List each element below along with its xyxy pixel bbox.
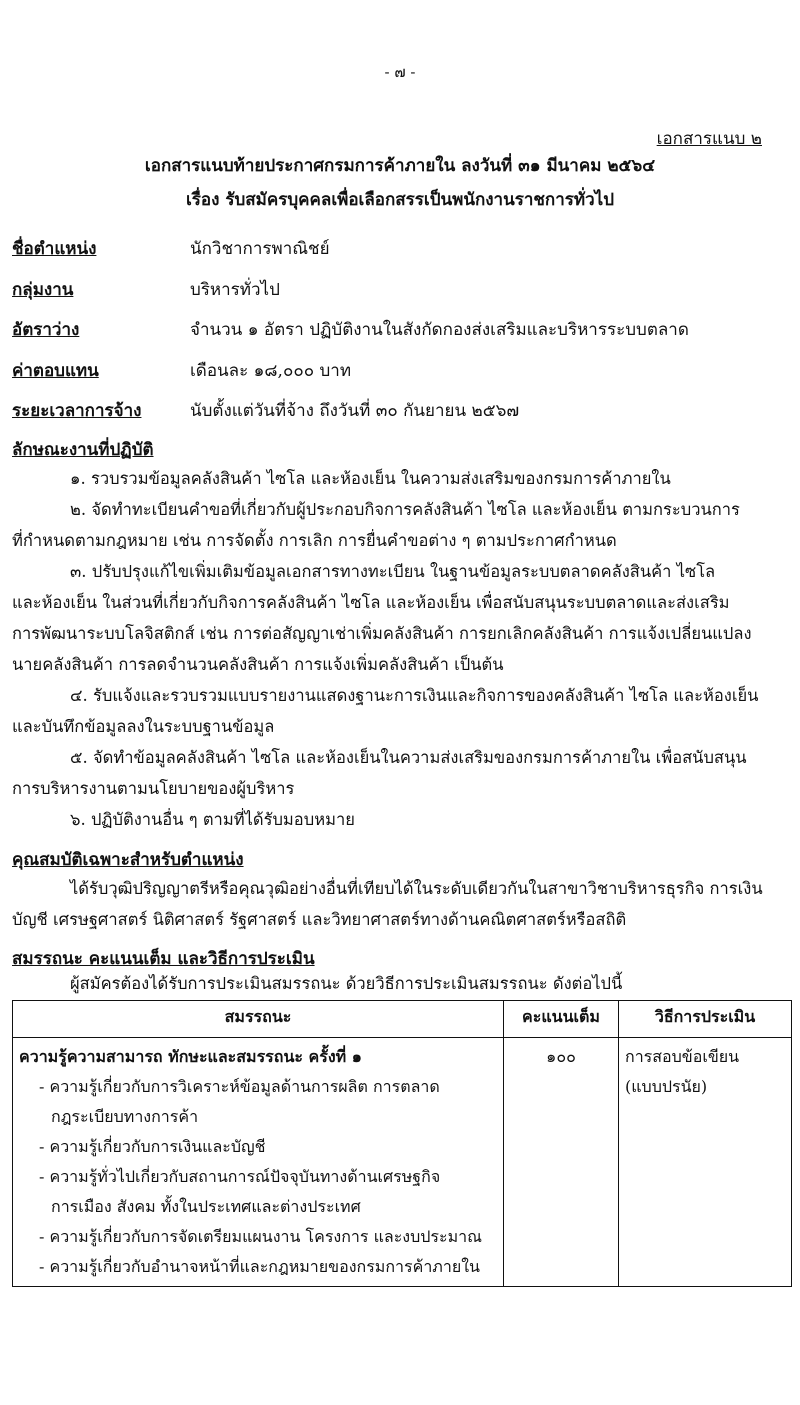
table-header-score: คะแนนเต็ม [504, 1001, 619, 1038]
duty-line: ๑. รวบรวมข้อมูลคลังสินค้า ไซโล และห้องเย็น ในความส่งเสริมของกรมการค้าภายใน [70, 469, 671, 488]
table-header-competency: สมรรถนะ [13, 1001, 504, 1038]
qualification-line: ได้รับวุฒิปริญญาตรีหรือคุณวุฒิอย่างอื่นที่เทียบได้ในระดับเดียวกันในสาขาวิชาบริหารธุรกิจ การเงิน [70, 879, 763, 898]
method-value: การสอบข้อเขียน [625, 1047, 740, 1066]
field-label-position: ชื่อตำแหน่ง [12, 239, 97, 259]
qualification-line: บัญชี เศรษฐศาสตร์ นิติศาสตร์ รัฐศาสตร์ และวิทยาศาสตร์ทางด้านคณิตศาสตร์หรือสถิติ [12, 910, 627, 929]
competency-item: - ความรู้ทั่วไปเกี่ยวกับสถานการณ์ปัจจุบันทางด้านเศรษฐกิจ [39, 1167, 441, 1186]
duty-line: ๒. จัดทำทะเบียนคำขอที่เกี่ยวกับผู้ประกอบกิจการคลังสินค้า ไซโล และห้องเย็น ตามกระบวนการ [70, 500, 740, 519]
competency-heading: สมรรถนะ คะแนนเต็ม และวิธีการประเมิน [12, 949, 315, 969]
competency-item: - ความรู้เกี่ยวกับการจัดเตรียมแผนงาน โครงการ และงบประมาณ [39, 1227, 482, 1246]
duty-line: การบริหารงานตามนโยบายของผู้บริหาร [12, 779, 295, 798]
duty-line: และบันทึกข้อมูลลงในระบบฐานข้อมูล [12, 717, 275, 736]
qualifications-heading: คุณสมบัติเฉพาะสำหรับตำแหน่ง [12, 850, 244, 870]
duty-line: ๓. ปรับปรุงแก้ไขเพิ่มเติมข้อมูลเอกสารทางทะเบียน ในฐานข้อมูลระบบตลาดคลังสินค้า ไซโล [70, 562, 716, 581]
competency-table [12, 1000, 780, 1278]
field-value-period: นับตั้งแต่วันที่จ้าง ถึงวันที่ ๓๐ กันยายน ๒๕๖๗ [190, 401, 520, 421]
document-title: เอกสารแนบท้ายประกาศกรมการค้าภายใน ลงวันที่ ๓๑ มีนาคม ๒๕๖๔ [144, 156, 656, 176]
competency-item: การเมือง สังคม ทั้งในประเทศและต่างประเทศ [51, 1197, 361, 1216]
duty-line: ๕. จัดทำข้อมูลคลังสินค้า ไซโล และห้องเย็นในความส่งเสริมของกรมการค้าภายใน เพื่อสนับสนุน [70, 748, 747, 767]
method-detail: (แบบปรนัย) [625, 1077, 708, 1096]
field-label-vacancy: อัตราว่าง [12, 320, 80, 340]
duty-line: ๖. ปฏิบัติงานอื่น ๆ ตามที่ได้รับมอบหมาย [70, 810, 355, 829]
field-label-period: ระยะเวลาการจ้าง [12, 401, 142, 421]
table-header-method: วิธีการประเมิน [619, 1001, 792, 1038]
document-subject: เรื่อง รับสมัครบุคคลเพื่อเลือกสรรเป็นพนักงานราชการทั่วไป [185, 190, 614, 210]
annex-label: เอกสารแนบ ๒ [656, 129, 762, 149]
method-cell [619, 1038, 792, 1287]
table-header-row [13, 1001, 792, 1038]
duty-line: ๔. รับแจ้งและรวบรวมแบบรายงานแสดงฐานะการเงินและกิจการของคลังสินค้า ไซโล และห้องเย็น [70, 686, 759, 705]
duties-heading: ลักษณะงานที่ปฏิบัติ [12, 440, 154, 460]
score-value: ๑๐๐ [546, 1047, 576, 1066]
field-label-group: กลุ่มงาน [12, 280, 74, 300]
duty-line: การพัฒนาระบบโลจิสติกส์ เช่น การต่อสัญญาเช่าเพิ่มคลังสินค้า การยกเลิกคลังสินค้า การแจ้งเปลี่ยนแปลง [12, 624, 752, 643]
competency-cell [13, 1038, 504, 1287]
page-number: - ๗ - [384, 63, 416, 81]
duty-line: นายคลังสินค้า การลดจำนวนคลังสินค้า การแจ้งเพิ่มคลังสินค้า เป็นต้น [12, 655, 504, 674]
table-row [13, 1038, 792, 1287]
competency-intro: ผู้สมัครต้องได้รับการประเมินสมรรถนะ ด้วยวิธีการประเมินสมรรถนะ ดังต่อไปนี้ [70, 974, 623, 993]
competency-item: - ความรู้เกี่ยวกับอำนาจหน้าที่และกฎหมายของกรมการค้าภายใน [39, 1257, 480, 1276]
duty-line: และห้องเย็น ในส่วนที่เกี่ยวกับกิจการคลังสินค้า ไซโล และห้องเย็น เพื่อสนับสนุนระบบตลาดและส่งเสริม [12, 593, 730, 612]
competency-item: กฎระเบียบทางการค้า [51, 1107, 199, 1126]
competency-title: ความรู้ความสามารถ ทักษะและสมรรถนะ ครั้งที่ ๑ [19, 1047, 362, 1066]
field-value-group: บริหารทั่วไป [190, 280, 280, 300]
field-value-salary: เดือนละ ๑๘,๐๐๐ บาท [190, 361, 352, 381]
duty-line: ที่กำหนดตามกฎหมาย เช่น การจัดตั้ง การเลิก การยื่นคำขอต่าง ๆ ตามประกาศกำหนด [12, 531, 617, 550]
competency-item: - ความรู้เกี่ยวกับการวิเคราะห์ข้อมูลด้านการผลิต การตลาด [39, 1077, 440, 1096]
score-cell [504, 1038, 619, 1287]
field-value-position: นักวิชาการพาณิชย์ [190, 239, 330, 259]
competency-item: - ความรู้เกี่ยวกับการเงินและบัญชี [39, 1137, 266, 1156]
field-value-vacancy: จำนวน ๑ อัตรา ปฏิบัติงานในสังกัดกองส่งเสริมและบริหารระบบตลาด [190, 320, 689, 340]
field-label-salary: ค่าตอบแทน [12, 361, 99, 381]
